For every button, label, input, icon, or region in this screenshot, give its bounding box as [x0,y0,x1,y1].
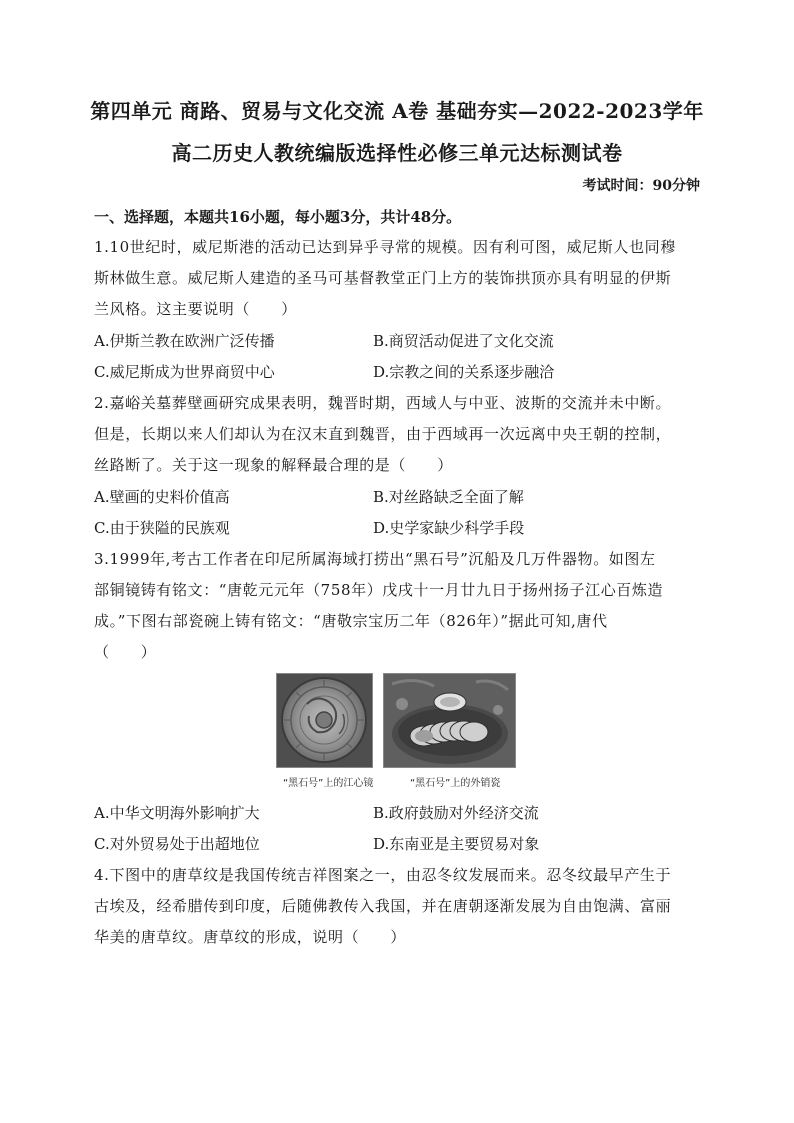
bronze-mirror-caption: “黑石号”上的江心镜 [283,778,374,789]
question-2-option-a: A.壁画的史料价值高 [94,488,230,506]
question-3-option-b: B.政府鼓励对外经济交流 [373,804,539,822]
question-4-line-2: 古埃及，经希腊传到印度，后随佛教传入我国，并在唐朝逐渐发展为自由饱满、富丽 [94,897,672,915]
export-porcelain-photo [383,673,516,768]
page-title-line-2: 高二历史人教统编版选择性必修三单元达标测试卷 [171,141,623,165]
question-3-line-3: 成。”下图右部瓷碗上铸有铭文：“唐敬宗宝历二年（826年）”据此可知,唐代 [94,612,608,630]
question-2-line-1: 2.嘉峪关墓葬壁画研究成果表明，魏晋时期，西域人与中亚、波斯的交流并未中断。 [94,394,672,412]
question-4-line-3: 华美的唐草纹。唐草纹的形成，说明（ ） [94,928,407,946]
question-3-line-2: 部铜镜铸有铭文：“唐乾元元年（758年）戊戌十一月廿九日于扬州扬子江心百炼造 [94,581,664,599]
section-heading: 一、选择题，本题共16小题，每小题3分，共计48分。 [94,208,462,226]
question-1-line-3: 兰风格。这主要说明（ ） [94,300,297,318]
question-2-line-2: 但是，长期以来人们却认为在汉末直到魏晋，由于西域再一次远离中央王朝的控制， [94,425,672,443]
question-1-option-b: B.商贸活动促进了文化交流 [373,332,554,350]
question-4-line-1: 4.下图中的唐草纹是我国传统吉祥图案之一，由忍冬纹发展而来。忍冬纹最早产生于 [94,866,672,884]
question-1-option-c: C.威尼斯成为世界商贸中心 [94,363,275,381]
page-title-line-1: 第四单元 商路、贸易与文化交流 A卷 基础夯实—2022-2023学年 [90,99,704,123]
question-3-option-d: D.东南亚是主要贸易对象 [373,835,540,853]
question-2-option-b: B.对丝路缺乏全面了解 [373,488,524,506]
question-3-line-1: 3.1999年,考古工作者在印尼所属海域打捞出“黑石号”沉船及几万件器物。如图左 [94,550,656,568]
question-2-option-c: C.由于狭隘的民族观 [94,519,230,537]
question-1-option-a: A.伊斯兰教在欧洲广泛传播 [94,332,275,350]
question-3-option-a: A.中华文明海外影响扩大 [94,804,260,822]
question-3-line-4: （ ） [94,643,157,661]
question-2-line-3: 丝路断了。关于这一现象的解释最合理的是（ ） [94,456,453,474]
question-1-option-d: D.宗教之间的关系逐步融洽 [373,363,555,381]
bronze-mirror-photo [276,673,373,768]
question-1-line-1: 1.10世纪时，威尼斯港的活动已达到异乎寻常的规模。因有利可图，威尼斯人也同穆 [94,238,676,256]
export-porcelain-caption: “黑石号”上的外销瓷 [410,778,501,789]
question-2-option-d: D.史学家缺少科学手段 [373,519,525,537]
question-3-option-c: C.对外贸易处于出超地位 [94,835,260,853]
exam-time: 考试时间：90分钟 [582,178,700,194]
question-1-line-2: 斯林做生意。威尼斯人建造的圣马可基督教堂正门上方的装饰拱顶亦具有明显的伊斯 [94,269,672,287]
